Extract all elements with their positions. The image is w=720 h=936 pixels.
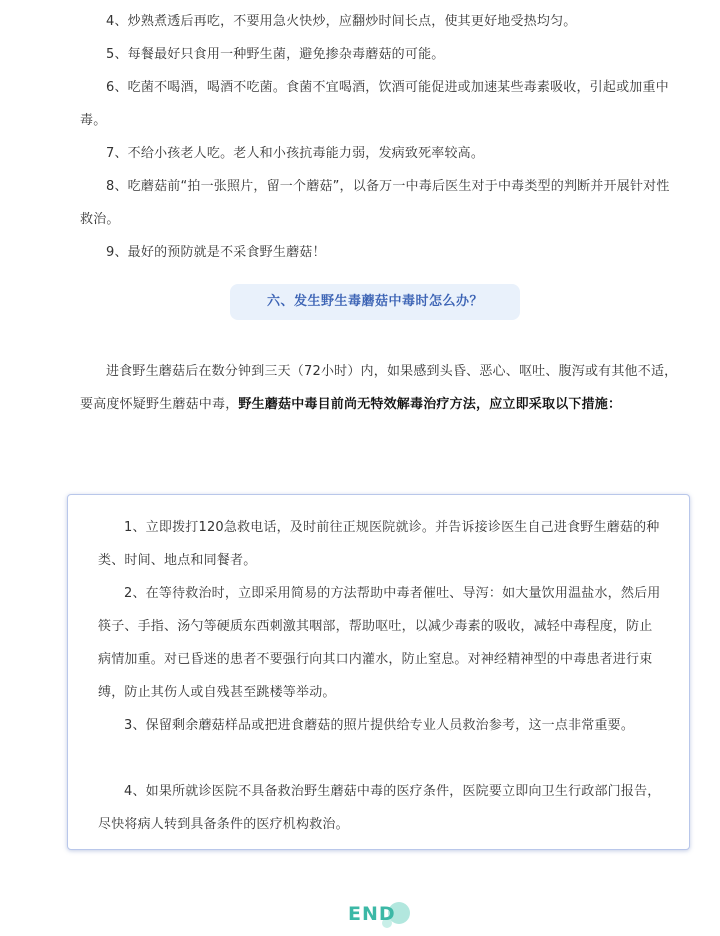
- tip-9: 9、最好的预防就是不采食野生蘑菇！: [106, 245, 326, 260]
- measures-box: [67, 494, 690, 850]
- measure-2: 2、在等待救治时，立即采用简易的方法帮助中毒者催吐、导泻：如大量饮用温盐水，然后用筷子、手指、汤勺等硬质东西刺激其咽部，帮助呕吐，以减少毒素的吸收，减轻中毒程度，防止病情加重。对已昏迷的患者不要强行向其口内灌水，防止窒息。对神经精神型的中毒患者进行束缚，防止其伤人或自残甚至跳楼等举动。: [98, 586, 661, 700]
- intro-bold-text: 野生蘑菇中毒目前尚无特效解毒治疗方法，应立即采取以下措施：: [238, 397, 622, 412]
- section-heading: 六、发生野生毒蘑菇中毒时怎么办？: [230, 284, 520, 320]
- tip-5: 5、每餐最好只食用一种野生菌，避免掺杂毒蘑菇的可能。: [106, 47, 445, 62]
- measure-3: 3、保留剩余蘑菇样品或把进食蘑菇的照片提供给专业人员救治参考，这一点非常重要。: [124, 718, 635, 733]
- end-logo: [340, 896, 420, 936]
- end-text: END: [348, 903, 396, 925]
- tip-4: 4、炒熟煮透后再吃，不要用急火快炒，应翻炒时间长点，使其更好地受热均匀。: [106, 14, 577, 29]
- intro-text: 进食野生蘑菇后在数分钟到三天（72小时）内，如果感到头昏、恶心、呕吐、腹泻或有其他不适，要高度怀疑野生蘑菇中毒，: [80, 364, 678, 412]
- tip-7: 7、不给小孩老人吃。老人和小孩抗毒能力弱，发病致死率较高。: [106, 146, 485, 161]
- measure-1: 1、立即拨打120急救电话，及时前往正规医院就诊。并告诉接诊医生自己进食野生蘑菇的种类、时间、地点和同餐者。: [98, 520, 660, 568]
- measure-4: 4、如果所就诊医院不具备救治野生蘑菇中毒的医疗条件，医院要立即向卫生行政部门报告，尽快将病人转到具备条件的医疗机构救治。: [98, 784, 661, 832]
- tip-8: 8、吃蘑菇前“拍一张照片，留一个蘑菇”，以备万一中毒后医生对于中毒类型的判断并开展针对性救治。: [80, 179, 670, 227]
- tip-6: 6、吃菌不喝酒，喝酒不吃菌。食菌不宜喝酒，饮酒可能促进或加速某些毒素吸收，引起或加重中毒。: [80, 80, 669, 128]
- intro-paragraph: [80, 355, 680, 421]
